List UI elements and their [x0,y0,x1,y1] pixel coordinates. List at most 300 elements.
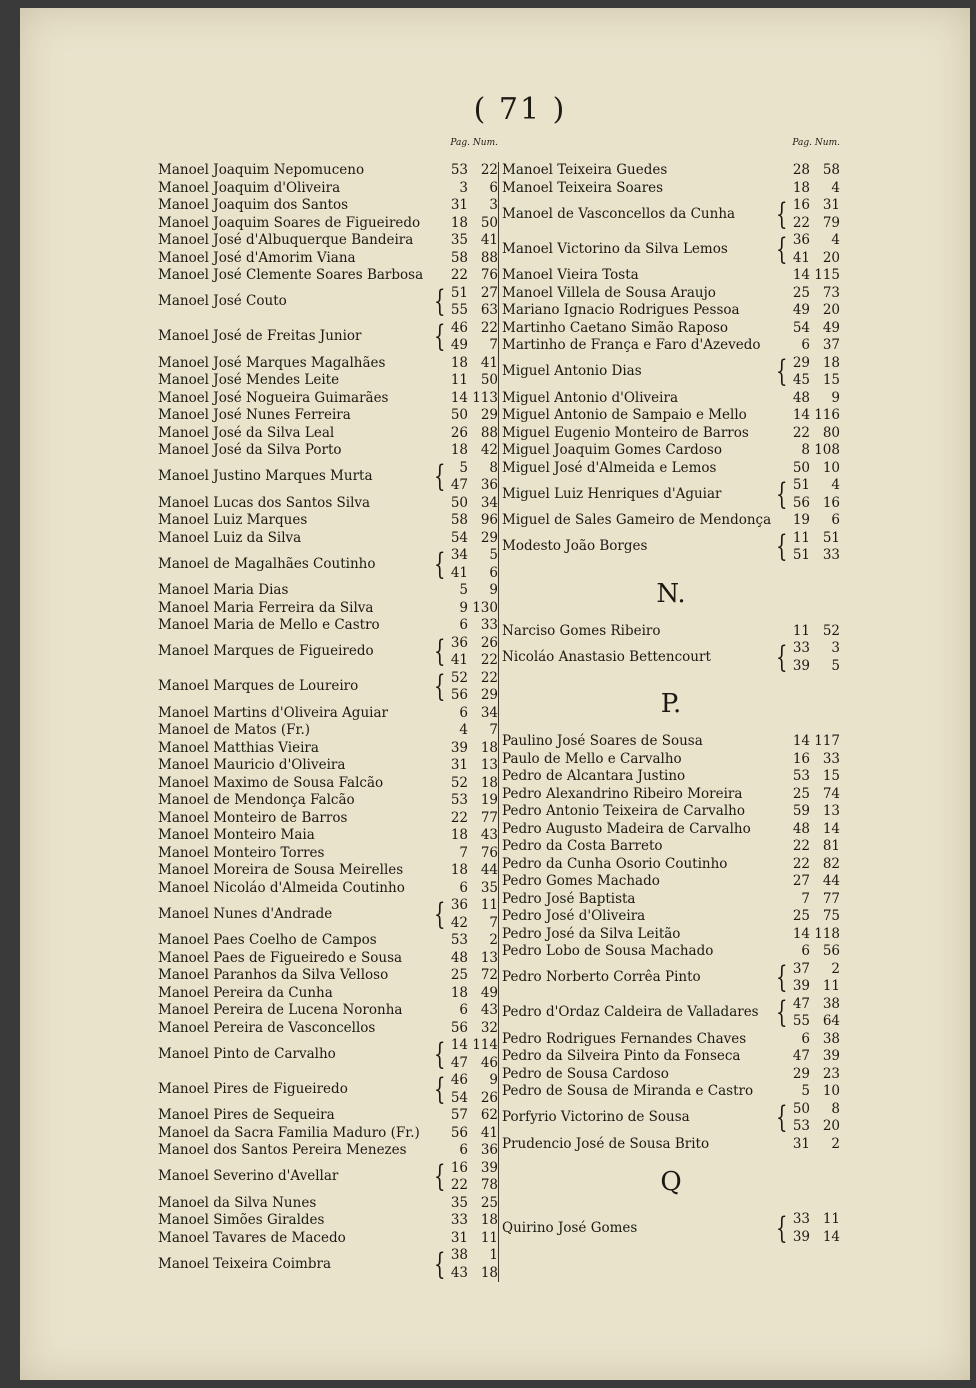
entry-number: 3 [489,197,498,213]
entry-number: 52 [822,622,840,639]
entry-page: 50 [792,1100,810,1117]
brace-glyph: { [434,284,446,319]
entry-number: 2 [489,932,498,948]
entry-page: 47 [792,995,810,1012]
brace-glyph: { [434,1071,446,1107]
entry-name: Miguel Eugenio Monteiro de Barros [502,424,749,441]
entry-number: 9 [489,1072,498,1088]
entry-name: Pedro da Cunha Osorio Coutinho [502,855,728,872]
entry-number: 73 [822,284,840,301]
entry-page: 14 [450,389,468,406]
left-column-header [158,138,498,148]
index-entry [158,950,498,968]
entry-number: 20 [822,302,840,318]
entry-name: Miguel José d'Almeida e Lemos [502,459,717,476]
entry-number: 16 [822,494,840,511]
entry-number: 11 [822,1211,840,1227]
entry-number: 81 [822,838,840,854]
index-entry [502,232,840,267]
entry-page: 11 [792,529,810,546]
entry-numbers [468,1160,498,1195]
entry-number: 26 [480,1089,498,1106]
entry-pages [442,635,468,670]
entry-numbers [810,232,840,267]
entry-number: 13 [480,757,498,773]
entry-page: 51 [792,477,810,493]
entry-name: Manoel Teixeira Guedes [502,162,668,178]
entry-number: 20 [822,1118,840,1134]
entry-page: 19 [792,512,810,528]
entry-number: 77 [822,890,840,907]
entry-page: 25 [792,908,810,924]
entry-number: 79 [822,214,840,231]
entry-name: Pedro José da Silva Leitão [502,925,681,942]
entry-name: Manoel Joaquim d'Oliveira [158,179,341,196]
entry-pages [442,1160,468,1195]
entry-pages [442,1247,468,1282]
entry-name: Manoel José de Freitas Junior [158,328,362,345]
brace-glyph: { [434,896,446,932]
entry-page: 53 [450,932,468,948]
index-entry [158,1037,498,1072]
brace-glyph: { [776,529,788,564]
entry-page: 34 [450,547,468,563]
index-entry [158,1107,498,1125]
entry-page: 16 [792,197,810,213]
entry-name: Pedro Augusto Madeira de Carvalho [502,820,751,837]
entry-number: 11 [822,978,840,994]
entry-name: Manoel Maria de Mello e Castro [158,617,380,633]
entry-number: 108 [814,442,840,458]
entry-number: 10 [822,1083,840,1099]
entry-page: 28 [792,162,810,178]
entry-page: 22 [450,1177,468,1193]
entry-page: 39 [450,739,468,756]
entry-number: 49 [822,319,840,336]
right-column-header [502,138,840,148]
entry-page: 14 [792,733,810,749]
entry-name: Paulo de Mello e Carvalho [502,750,682,767]
entry-name: Miguel Antonio d'Oliveira [502,389,678,406]
entry-pages [784,1101,810,1136]
index-entry [158,530,498,548]
entry-number: 62 [480,1107,498,1123]
entry-name: Manoel Marques de Figueiredo [158,643,374,660]
entry-name: Manoel Matthias Vieira [158,739,319,756]
entry-page: 18 [450,827,468,843]
entry-number: 115 [814,267,840,283]
entry-pages [442,320,468,355]
index-entry [158,1142,498,1160]
entry-name: Manoel José Nunes Ferreira [158,407,351,423]
index-entry [158,775,498,793]
entry-number: 78 [480,1177,498,1193]
index-entry [158,880,498,898]
num-header: Num. [472,138,498,148]
entry-number: 5 [489,547,498,563]
entry-name: Miguel Luiz Henriques d'Aguiar [502,485,722,502]
entry-number: 42 [480,442,498,458]
entry-name: Manoel Mauricio d'Oliveira [158,757,346,773]
entry-name: Modesto João Borges [502,538,648,555]
entry-name: Manoel Simões Giraldes [158,1212,325,1228]
entry-name: Manoel Pinto de Carvalho [158,1045,336,1062]
entry-page: 56 [450,687,468,703]
entry-number: 7 [489,914,498,931]
entry-number: 34 [480,704,498,721]
entry-number: 44 [822,873,840,889]
entry-name: Miguel Antonio de Sampaio e Mello [502,407,747,423]
entry-page: 11 [450,372,468,388]
entry-name: Manoel Joaquim dos Santos [158,197,349,213]
entry-name: Manoel Martins d'Oliveira Aguiar [158,704,388,721]
index-entry [158,635,498,670]
entry-number: 50 [480,214,498,231]
entry-name: Manoel Teixeira Coimbra [158,1255,331,1272]
index-entry [502,180,840,198]
index-entry [502,162,840,180]
entry-number: 13 [480,949,498,966]
entry-page: 45 [792,372,810,388]
entry-page: 48 [792,820,810,837]
brace-glyph: { [776,960,788,995]
entry-number: 14 [822,1228,840,1245]
entry-name: Pedro José d'Oliveira [502,908,646,924]
entry-name: Manoel Luiz da Silva [158,529,302,546]
index-entry [158,1002,498,1020]
index-entry [502,285,840,303]
entry-page: 36 [450,897,468,913]
entry-name: Pedro Alexandrino Ribeiro Moreira [502,785,743,802]
entry-name: Manoel dos Santos Pereira Menezes [158,1142,407,1158]
entry-name: Manoel Villela de Sousa Araujo [502,284,716,301]
entry-name: Manoel Paes Coelho de Campos [158,932,377,948]
pag-header: Pag. [792,138,813,148]
entry-name: Porfyrio Victorino de Sousa [502,1109,690,1126]
entry-page: 56 [450,1124,468,1141]
index-entry [158,810,498,828]
entry-page: 6 [459,1142,468,1158]
index-entry [158,390,498,408]
index-entry [158,425,498,443]
entry-page: 54 [792,319,810,336]
entry-pages [784,197,810,232]
index-entry [158,862,498,880]
entry-number: 5 [831,657,840,674]
index-entry [158,582,498,600]
right-entry-list [502,162,840,1246]
entry-name: Manoel Justino Marques Murta [158,468,373,485]
entry-number: 49 [480,984,498,1001]
entry-page: 49 [450,337,468,353]
index-entry [502,943,840,961]
entry-number: 2 [831,960,840,977]
index-entry [502,512,840,530]
entry-name: Manoel Tavares de Macedo [158,1229,346,1246]
entry-number: 33 [480,617,498,633]
index-entry [502,460,840,478]
entry-number: 18 [480,739,498,756]
entry-name: Manoel Joaquim Nepomuceno [158,162,365,178]
entry-number: 22 [480,319,498,336]
index-entry [158,985,498,1003]
entry-number: 6 [489,564,498,581]
section-letter: N. [656,578,686,609]
entry-page: 56 [792,494,810,511]
entry-name: Manoel Monteiro Torres [158,844,325,861]
entry-number: 38 [822,1030,840,1047]
entry-number: 39 [480,1159,498,1176]
index-entry [502,623,840,641]
index-entry [158,1195,498,1213]
index-entry [158,442,498,460]
entry-number: 43 [480,1002,498,1018]
entry-number: 43 [480,827,498,843]
entry-name: Manoel Victorino da Silva Lemos [502,240,728,257]
entry-number: 44 [480,862,498,878]
index-entry [158,512,498,530]
entry-number: 39 [822,1048,840,1064]
entry-name: Manoel de Magalhães Coutinho [158,555,376,572]
entry-number: 29 [480,687,498,703]
index-entry [502,442,840,460]
index-entry [502,267,840,285]
entry-page: 14 [792,407,810,423]
entry-name: Manoel Pires de Sequeira [158,1107,335,1123]
index-entry [502,1066,840,1084]
entry-name: Manoel José Nogueira Guimarães [158,389,389,406]
entry-page: 35 [450,1194,468,1211]
entry-page: 57 [450,1107,468,1123]
brace-glyph: { [434,546,446,582]
entry-page: 51 [792,547,810,563]
entry-number: 20 [822,249,840,266]
entry-pages [784,1211,810,1246]
entry-number: 32 [480,1019,498,1036]
entry-numbers [468,320,498,355]
brace-glyph: { [776,231,788,267]
entry-numbers [810,961,840,996]
num-header: Num. [814,138,840,148]
entry-page: 11 [792,622,810,639]
page-number: ( 71 ) [473,92,567,127]
entry-page: 6 [801,1030,810,1047]
section-letter: P. [660,689,682,719]
index-entry [502,1031,840,1049]
index-entry [158,162,498,180]
entry-name: Manoel de Mendonça Falcão [158,792,355,808]
entry-number: 88 [480,249,498,266]
index-entry [502,1083,840,1101]
entry-page: 55 [450,302,468,318]
entry-pages [784,355,810,390]
entry-page: 25 [792,284,810,301]
entry-page: 6 [459,704,468,721]
entry-page: 54 [450,1089,468,1106]
entry-number: 33 [822,547,840,563]
entry-page: 8 [801,442,810,458]
entry-number: 50 [480,372,498,388]
index-entry [158,1212,498,1230]
brace-glyph: { [776,639,788,675]
index-entry [158,197,498,215]
entry-page: 48 [450,949,468,966]
entry-number: 63 [480,302,498,318]
entry-page: 49 [792,302,810,318]
entry-page: 36 [450,634,468,651]
entry-page: 38 [450,1247,468,1263]
entry-number: 82 [822,855,840,872]
index-entry [502,856,840,874]
entry-name: Manoel José da Silva Porto [158,442,342,458]
entry-pages [442,670,468,705]
brace-glyph: { [434,1246,446,1282]
entry-name: Pedro d'Ordaz Caldeira de Valladares [502,1004,759,1021]
entry-name: Manoel Nicoláo d'Almeida Coutinho [158,879,405,896]
entry-numbers [468,1247,498,1282]
column-divider [498,162,499,1282]
entry-name: Manoel de Matos (Fr.) [158,722,311,738]
index-entry [502,425,840,443]
entry-numbers [468,285,498,320]
entry-name: Prudencio José de Sousa Brito [502,1135,710,1152]
brace-glyph: { [776,1100,788,1135]
index-entry [502,996,840,1031]
entry-numbers [468,897,498,932]
entry-number: 11 [480,897,498,913]
entry-name: Pedro José Baptista [502,890,636,907]
entry-page: 22 [792,855,810,872]
entry-number: 22 [480,652,498,668]
index-entry [158,670,498,705]
entry-page: 16 [792,750,810,767]
entry-name: Manoel Pereira de Lucena Noronha [158,1002,403,1018]
index-entry [158,267,498,285]
entry-number: 9 [489,582,498,598]
entry-page: 25 [450,967,468,983]
entry-name: Manoel Teixeira Soares [502,179,664,196]
entry-name: Manoel José Couto [158,293,287,310]
entry-page: 39 [792,1228,810,1245]
entry-name: Pedro de Sousa de Miranda e Castro [502,1083,754,1099]
entry-page: 5 [459,582,468,598]
entry-page: 6 [459,617,468,633]
entry-number: 8 [831,1100,840,1117]
entry-name: Manoel Marques de Loureiro [158,678,359,695]
entry-number: 74 [822,785,840,802]
entry-name: Manoel Pereira da Cunha [158,984,333,1001]
entry-page: 41 [450,652,468,668]
index-entry [158,460,498,495]
entry-page: 50 [792,459,810,476]
entry-numbers [468,635,498,670]
entry-page: 52 [450,669,468,686]
index-entry [502,337,840,355]
entry-name: Pedro Antonio Teixeira de Carvalho [502,803,745,819]
entry-page: 29 [792,1065,810,1082]
entry-page: 50 [450,407,468,423]
entry-numbers [468,460,498,495]
entry-name: Manoel Maria Dias [158,582,289,598]
index-entry [502,908,840,926]
entry-page: 33 [450,1212,468,1228]
entry-name: Manoel Moreira de Sousa Meirelles [158,862,404,878]
entry-page: 48 [792,389,810,406]
entry-page: 18 [450,214,468,231]
entry-name: Martinho de França e Faro d'Azevedo [502,337,761,353]
index-entry [502,838,840,856]
index-entry [502,355,840,390]
entry-number: 37 [822,337,840,353]
entry-number: 15 [822,768,840,784]
entry-page: 41 [792,249,810,266]
entry-number: 36 [480,1142,498,1158]
entry-number: 15 [822,372,840,388]
entry-name: Pedro de Sousa Cardoso [502,1065,669,1082]
entry-page: 5 [459,459,468,476]
entry-name: Pedro da Silveira Pinto da Fonseca [502,1048,741,1064]
entry-number: 77 [480,809,498,826]
index-entry [158,250,498,268]
index-entry [502,407,840,425]
brace-glyph: { [434,319,446,354]
index-entry [158,355,498,373]
index-entry [158,495,498,513]
brace-glyph: { [776,196,788,232]
entry-number: 35 [480,879,498,896]
entry-page: 39 [792,657,810,674]
entry-name: Manoel de Vasconcellos da Cunha [502,205,736,222]
entry-page: 59 [792,803,810,819]
entry-name: Manoel Luiz Marques [158,512,308,528]
entry-number: 51 [822,529,840,546]
entry-number: 56 [822,943,840,959]
entry-name: Manoel Monteiro Maia [158,827,315,843]
entry-number: 6 [831,512,840,528]
entry-name: Manoel Lucas dos Santos Silva [158,494,371,511]
entry-pages [442,460,468,495]
entry-page: 22 [792,838,810,854]
entry-name: Manoel Nunes d'Andrade [158,905,333,922]
index-entry [502,926,840,944]
entry-page: 22 [792,214,810,231]
entry-number: 9 [831,389,840,406]
brace-glyph: { [434,1036,446,1072]
index-entry [158,967,498,985]
entry-number: 38 [822,995,840,1012]
index-entry [502,891,840,909]
entry-page: 29 [792,354,810,371]
entry-name: Manoel José d'Albuquerque Bandeira [158,232,414,248]
index-entry [502,803,840,821]
left-entry-list [158,162,498,1282]
entry-page: 52 [450,774,468,791]
entry-page: 47 [792,1048,810,1064]
entry-name: Pedro da Costa Barreto [502,838,663,854]
entry-page: 42 [450,914,468,931]
index-entry [158,547,498,582]
entry-numbers [810,1101,840,1136]
entry-number: 7 [489,337,498,353]
entry-number: 113 [472,389,498,406]
brace-glyph: { [434,669,446,704]
entry-number: 4 [831,477,840,493]
entry-page: 14 [792,267,810,283]
index-entry [158,932,498,950]
entry-number: 34 [480,494,498,511]
index-entry [502,477,840,512]
entry-number: 31 [822,197,840,213]
